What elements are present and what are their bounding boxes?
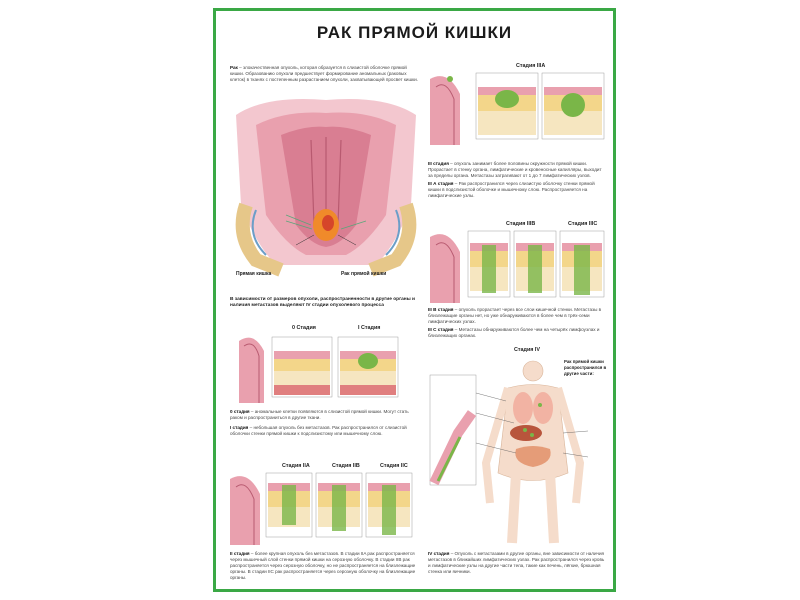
stage-3a-text: – Рак распространился через слизистую оболочку стенки прямой кишки в подслизистой оболочке и мышечному слою. Распространяется на лимфатические узлы. bbox=[428, 181, 595, 198]
stage-3b-3c-illustration bbox=[428, 227, 608, 303]
intro-term: Рак bbox=[230, 65, 238, 70]
stage-2-description bbox=[230, 551, 420, 581]
stage-4-term: IV стадия bbox=[428, 551, 450, 556]
stage-3c-text: – Метастазы обнаруживаются более чем на четырёх лимфоузлах и близлежащих органах. bbox=[428, 327, 600, 338]
stage-1-term: I стадия bbox=[230, 425, 249, 430]
stage-3c-title: Стадия IIIC bbox=[568, 221, 598, 227]
stage-0-1-illustration bbox=[234, 331, 414, 403]
stage-3b-text: – опухоль прорастает через все слои кишечной стенки. Метастазы в близлежащие органы нет, но уже обнаруживаются в более чем в трёх-семи лимфатических узлах. bbox=[428, 307, 602, 324]
stage-4-body-illustration bbox=[428, 353, 608, 543]
stage-4-title: Стадия IV bbox=[514, 347, 541, 353]
stage-2-illustration bbox=[228, 469, 418, 545]
stage-4-callout: Рак прямой кишки распространился в другие части: bbox=[564, 359, 607, 376]
stage-1-title: I Стадия bbox=[358, 325, 381, 331]
stage-3a-title: Стадия IIIA bbox=[516, 63, 546, 69]
intro-paragraph bbox=[230, 65, 420, 83]
stage-0-title: 0 Стадия bbox=[292, 325, 316, 331]
stages-intro: В зависимости от размеров опухоли, распространенности в другие органы и наличия метастазов выделяют IV стадии опухолевого процесса bbox=[230, 297, 416, 308]
rectum-anatomy-illustration bbox=[226, 95, 426, 275]
stage-0-text: – аномальные клетки появляются в слизистой прямой кишки. Могут стать раком и распространиться в другие ткани. bbox=[230, 409, 409, 420]
stage-3a-term: III А стадия bbox=[428, 181, 454, 186]
stage-0-description bbox=[230, 409, 420, 421]
stage-3a-illustration bbox=[428, 69, 608, 145]
poster-title: РАК ПРЯМОЙ КИШКИ bbox=[316, 23, 513, 42]
stage-2-term: II стадия bbox=[230, 551, 250, 556]
stage-1-text: – небольшая опухоль без метастазов. Рак распространился от слизистой оболочки стенки прямой кишки к подслизистому или мышечному слою. bbox=[230, 425, 407, 436]
stage-3c-description bbox=[428, 327, 606, 339]
stage-2b-title: Стадия IIB bbox=[332, 463, 360, 469]
stage-3b-title: Стадия IIIB bbox=[506, 221, 536, 227]
stage-2-text: – более крупная опухоль без метастазов. В стадии IIA рак распространяется через мышечный слой стенки прямой кишки на серозную оболочку. В стадии IIB рак распространяется через серозную оболочку, но не распространяется на близлежащие органы. В стадии IIC рак распространяется через серозную оболочку на близлежащие органы. bbox=[230, 551, 416, 580]
poster-frame bbox=[213, 8, 616, 592]
stage-4-description bbox=[428, 551, 606, 575]
stage-4-text: – Опухоль с метастазами в другие органы, вне зависимости от наличия метастазов в ближайших лимфатических узлах. Рак распространился через кровь и лимфатические узлы на другие части тела, такие как печень, лёгкие, брюшная стенка или яичники. bbox=[428, 551, 605, 574]
stage-3a-description bbox=[428, 181, 606, 199]
stage-2c-title: Стадия IIC bbox=[380, 463, 408, 469]
stage-3b-term: III В стадия bbox=[428, 307, 454, 312]
stage-1-description bbox=[230, 425, 420, 437]
stage-2a-title: Стадия IIA bbox=[282, 463, 310, 469]
intro-text: – злокачественная опухоль, которая образуется в слизистой оболочке прямой кишки. Образованию опухоли предшествует формирование аномальных (раковых клеток) в тканях с постепенным разрастанием опухоли, захватывающей просвет кишки. bbox=[230, 65, 419, 82]
stage-3-description bbox=[428, 161, 606, 179]
stage-3-text: – опухоль занимает более половины окружности прямой кишки. Прорастает в стенку органа, лимфатические и кровеносные капилляры, выходит за пределы органа. Метастазы затрагивают от 1 до 7 лимфатических узлов. bbox=[428, 161, 602, 178]
stage-3-term: III стадия bbox=[428, 161, 449, 166]
stage-0-term: 0 стадия bbox=[230, 409, 250, 414]
stage-3b-description bbox=[428, 307, 606, 325]
label-rectal-cancer: Рак прямой кишки bbox=[341, 271, 387, 277]
label-rectum: Прямая кишка bbox=[236, 271, 272, 277]
stage-3c-term: III С стадия bbox=[428, 327, 454, 332]
